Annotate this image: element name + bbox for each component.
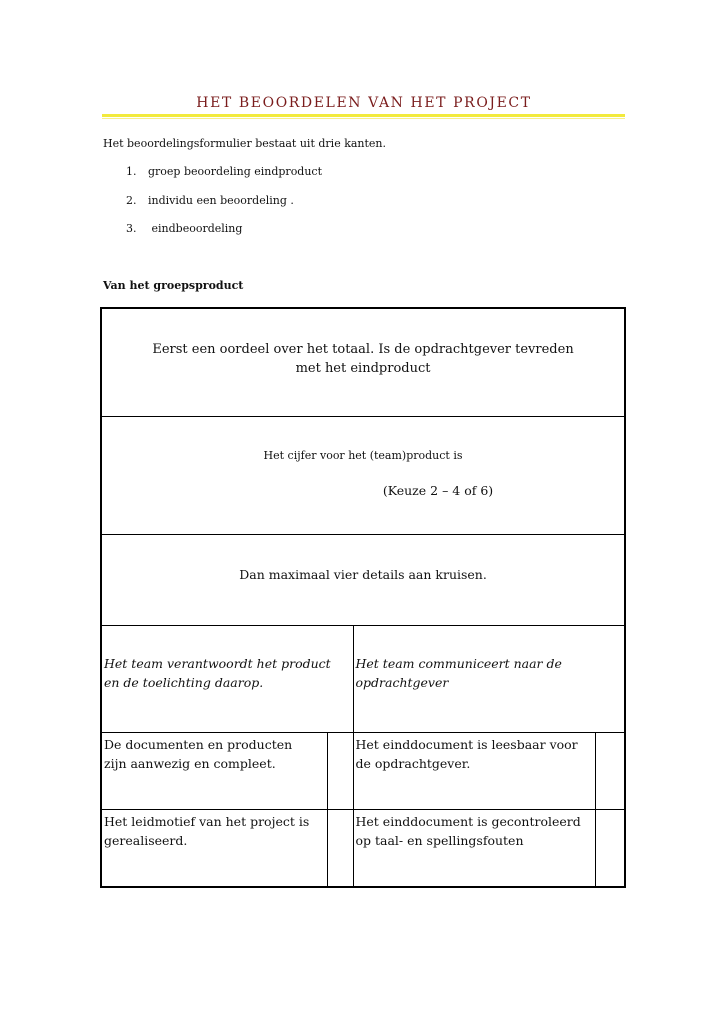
checkbox-cell[interactable] [327,810,353,888]
table-cell [353,733,595,810]
list-number: 1. [126,165,137,178]
table-cell [101,733,327,810]
checkbox-cell[interactable] [595,733,625,810]
overall-question: Eerst een oordeel over het totaal. Is de opdrachtgever tevreden met het eindproduct [152,342,574,376]
list-number: 2. [126,194,137,207]
table-cell [353,810,595,888]
table-cell [101,535,625,626]
table-cell [101,308,625,417]
table-cell [101,810,327,888]
table-cell [353,626,625,733]
list-item [126,222,242,235]
criterion-heading: Het team verantwoordt het product en de toelichting daarop. [104,656,331,690]
table-row [101,733,625,810]
criterion-text: Het leidmotief van het project is gerealiseerd. [104,814,310,848]
grade-label: Het cijfer voor het (team)product is [263,449,463,462]
intro-text: Het beoordelingsformulier bestaat uit drie kanten. [103,137,387,150]
page-title: HET BEOORDELEN VAN HET PROJECT [196,95,532,111]
checkbox-cell[interactable] [595,810,625,888]
list-text: eindbeoordeling [148,222,243,235]
grade-options: (Keuze 2 – 4 of 6) [382,483,494,498]
list-text: groep beoordeling eindproduct [148,165,323,178]
details-instruction: Dan maximaal vier details aan kruisen. [239,567,487,582]
list-text: individu een beoordeling . [148,194,294,207]
list-item [126,165,322,178]
criterion-text: Het einddocument is gecontroleerd op taal- en spellingsfouten [355,814,581,848]
criterion-text: De documenten en producten zijn aanwezig en compleet. [104,737,293,771]
table-cell [101,626,353,733]
checkbox-cell[interactable] [327,733,353,810]
criterion-heading: Het team communiceert naar de opdrachtgever [355,656,562,690]
criterion-text: Het einddocument is leesbaar voor de opdrachtgever. [355,737,578,771]
table-row [101,417,625,535]
list-number: 3. [126,222,137,235]
table-cell [101,417,625,535]
title-underline [102,114,625,117]
table-row [101,535,625,626]
table-row [101,810,625,888]
title-underline-shadow [102,118,625,119]
list-item [126,194,294,207]
table-row [101,308,625,417]
section-heading: Van het groepsproduct [103,279,244,292]
table-row [101,626,625,733]
assessment-table [100,307,626,888]
